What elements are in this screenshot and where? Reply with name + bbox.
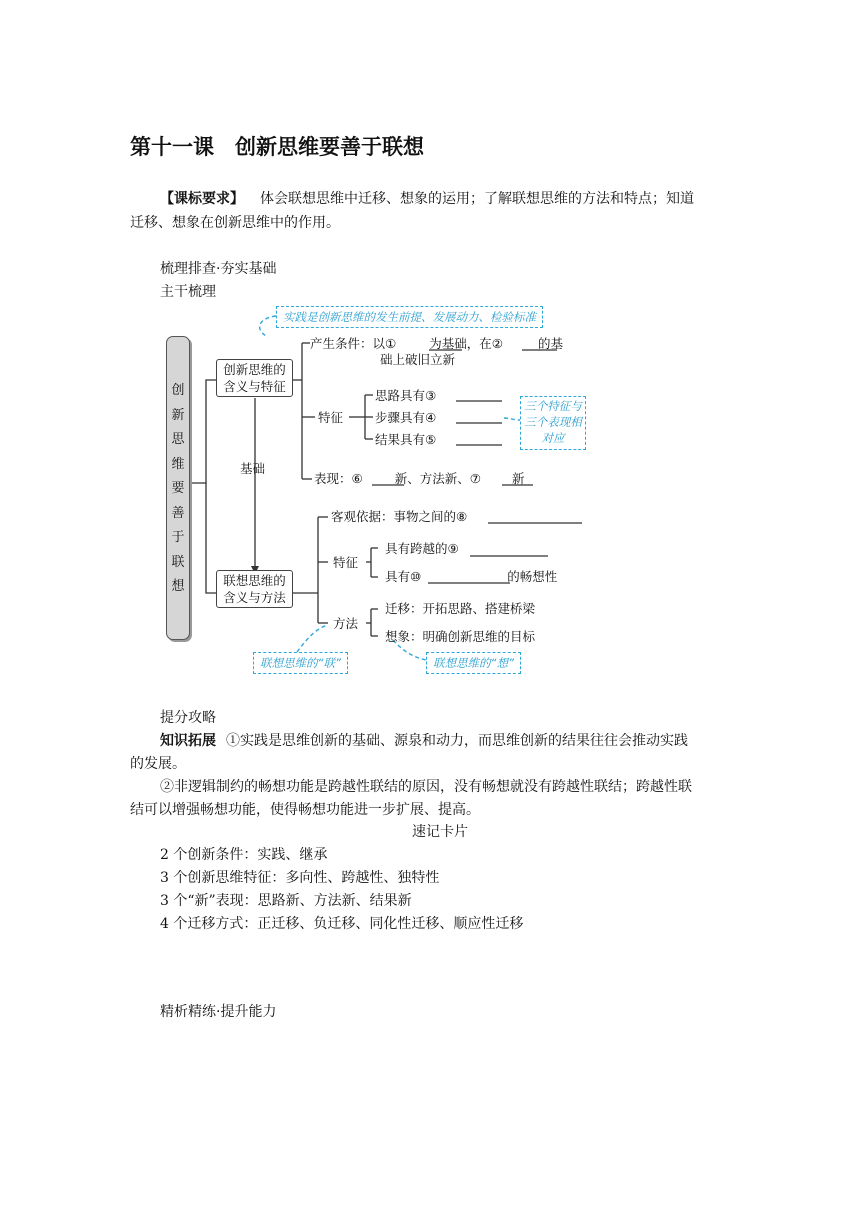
section1-heading: 梳理排查·夯实基础 <box>160 261 277 277</box>
feature-2: 步骤具有④ <box>375 410 437 425</box>
feature-3: 结果具有⑤ <box>375 432 437 447</box>
condition-end: 的基 <box>537 336 563 351</box>
assoc-feature-label: 特征 <box>333 555 359 570</box>
condition-start: 产生条件：以① <box>310 336 397 351</box>
standard-text-1: 体会联想思维中迁移、想象的运用；了解联想思维的方法和特点；知道 <box>260 191 694 207</box>
assoc-feature-1: 具有跨越的⑨ <box>385 541 459 556</box>
method-label: 方法 <box>333 616 359 631</box>
lesson-title: 第十一课 创新思维要善于联想 <box>130 135 424 159</box>
tips-p1-line1 <box>160 729 688 753</box>
performance-mid: 新、方法新、⑦ <box>394 471 481 486</box>
innovation-node <box>216 359 293 397</box>
section2-heading: 精析精练·提升能力 <box>160 1004 277 1020</box>
objective-basis: 客观依据：事物之间的⑧ <box>331 509 468 524</box>
standard-line2: 迁移、想象在创新思维中的作用。 <box>130 215 340 231</box>
card-item: 4 个迁移方式：正迁移、负迁移、同化性迁移、顺应性迁移 <box>160 916 524 932</box>
tips-p1-line2: 的发展。 <box>130 756 186 772</box>
note-xiang: 联想思维的“想” <box>426 652 521 674</box>
condition-line2: 础上破旧立新 <box>380 352 456 367</box>
method-1: 迁移：开拓思路、搭建桥梁 <box>385 601 536 616</box>
tips-p2-line1: ②非逻辑制约的畅想功能是跨越性联结的原因，没有畅想就没有跨越性联结；跨越性联 <box>160 779 692 795</box>
note-practice: 实践是创新思维的发生前提、发展动力、检验标准 <box>276 306 543 328</box>
condition-mid: 为基础，在② <box>429 336 503 351</box>
tips-heading: 提分攻略 <box>160 710 216 726</box>
performance-start: 表现：⑥ <box>314 471 363 486</box>
cards-title: 速记卡片 <box>412 824 468 840</box>
card-item: 2 个创新条件：实践、继承 <box>160 847 328 863</box>
note-lian: 联想思维的“联” <box>253 652 348 674</box>
tips-p2-line2: 结可以增强畅想功能，使得畅想功能进一步扩展、提高。 <box>130 802 480 818</box>
card-item: 3 个创新思维特征：多向性、跨越性、独特性 <box>160 870 440 886</box>
card-item: 3 个“新”表现：思路新、方法新、结果新 <box>160 893 412 909</box>
note-correspondence: 三个特征与三个表现相对应 <box>520 396 586 450</box>
assoc-feature-2-end: 的畅想性 <box>507 569 558 584</box>
tips-p1-text: ①实践是思维创新的基础、源泉和动力，而思维创新的结果往往会推动实践 <box>226 733 688 749</box>
standard-label: 【课标要求】 <box>160 191 244 207</box>
root-node <box>166 336 190 640</box>
feature-1: 思路具有③ <box>375 388 437 403</box>
performance-end: 新 <box>511 471 525 486</box>
feature-label: 特征 <box>318 410 344 425</box>
root-label: 创新思维要善于联想 <box>171 383 185 594</box>
association-node <box>216 570 293 608</box>
section1-subheading: 主干梳理 <box>160 284 216 300</box>
knowledge-label: 知识拓展 <box>160 733 216 749</box>
assoc-feature-2 <box>385 569 557 585</box>
assoc-feature-2-start: 具有⑩ <box>385 569 422 584</box>
method-2: 想象：明确创新思维的目标 <box>385 629 536 644</box>
innovation-node-label: 创新思维的含义与特征 <box>223 362 286 394</box>
performance-text <box>314 471 524 487</box>
foundation-label: 基础 <box>240 461 266 476</box>
association-node-label: 联想思维的含义与方法 <box>223 573 286 605</box>
condition-text <box>310 336 563 352</box>
